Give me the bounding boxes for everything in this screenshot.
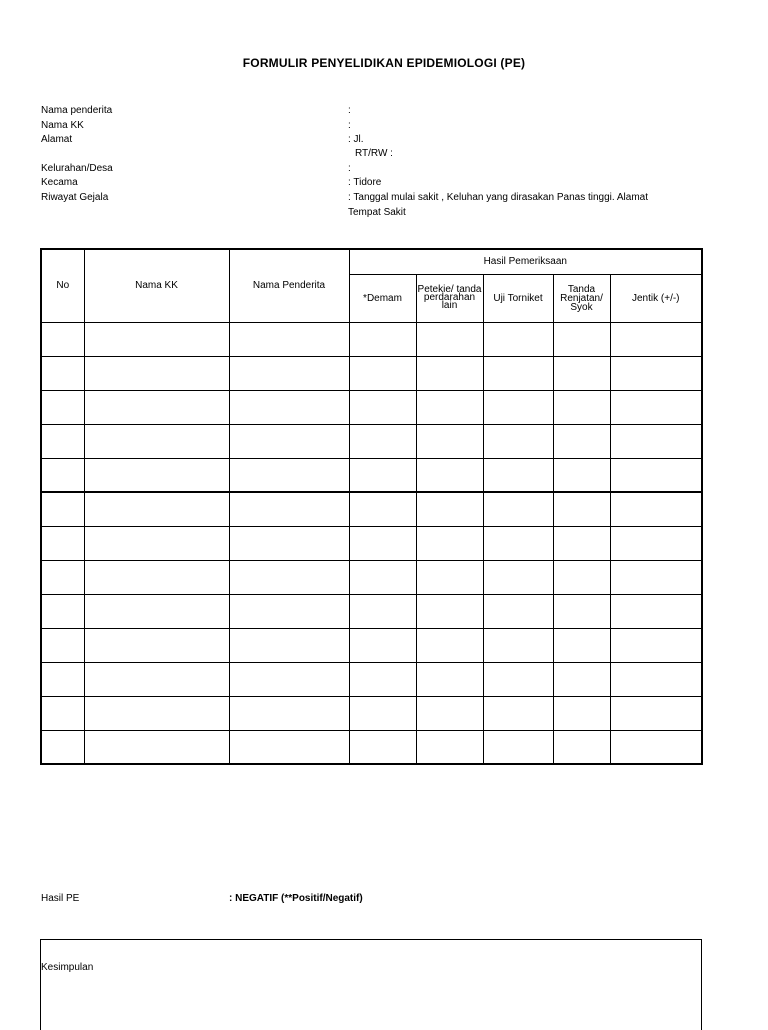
table-cell[interactable] — [349, 560, 416, 594]
header-no: No — [41, 249, 84, 322]
table-row — [41, 696, 702, 730]
table-cell[interactable] — [349, 390, 416, 424]
table-cell[interactable] — [610, 696, 702, 730]
header-nama-kk: Nama KK — [84, 249, 229, 322]
table-cell[interactable] — [84, 662, 229, 696]
table-cell[interactable] — [349, 696, 416, 730]
table-cell[interactable] — [483, 696, 553, 730]
table-cell[interactable] — [416, 526, 483, 560]
table-cell[interactable] — [349, 356, 416, 390]
table-cell[interactable] — [610, 662, 702, 696]
table-cell[interactable] — [84, 730, 229, 764]
table-cell[interactable] — [483, 492, 553, 526]
table-cell[interactable] — [84, 356, 229, 390]
table-cell[interactable] — [610, 390, 702, 424]
header-demam: *Demam — [349, 274, 416, 322]
hasil-pe-label: Hasil PE — [41, 893, 80, 904]
field-value-nama-penderita[interactable]: : — [348, 105, 351, 116]
table-cell[interactable] — [553, 594, 610, 628]
table-cell[interactable] — [553, 560, 610, 594]
table-cell[interactable] — [610, 594, 702, 628]
table-cell[interactable] — [349, 628, 416, 662]
table-cell[interactable] — [84, 322, 229, 356]
table-cell[interactable] — [553, 458, 610, 492]
table-cell[interactable] — [610, 730, 702, 764]
table-cell[interactable] — [610, 526, 702, 560]
table-cell[interactable] — [416, 594, 483, 628]
table-cell[interactable] — [229, 662, 349, 696]
table-cell[interactable] — [349, 662, 416, 696]
table-row — [41, 594, 702, 628]
table-cell[interactable] — [610, 560, 702, 594]
table-row — [41, 628, 702, 662]
table-cell[interactable] — [553, 424, 610, 458]
table-cell[interactable] — [483, 628, 553, 662]
table-cell[interactable] — [229, 458, 349, 492]
table-cell[interactable] — [41, 594, 84, 628]
table-row — [41, 424, 702, 458]
table-cell[interactable] — [610, 458, 702, 492]
table-cell[interactable] — [41, 492, 84, 526]
table-cell[interactable] — [41, 322, 84, 356]
header-tanda-renjatan: Tanda Renjatan/ Syok — [553, 274, 610, 322]
table-cell[interactable] — [553, 696, 610, 730]
field-value-kelurahan[interactable]: : — [348, 163, 351, 174]
table-cell[interactable] — [610, 356, 702, 390]
table-cell[interactable] — [84, 560, 229, 594]
table-cell[interactable] — [610, 322, 702, 356]
field-label-nama-kk: Nama KK — [41, 120, 84, 131]
field-label-alamat: Alamat — [41, 134, 73, 145]
table-cell[interactable] — [84, 696, 229, 730]
table-cell[interactable] — [416, 356, 483, 390]
table-cell[interactable] — [41, 526, 84, 560]
table-cell[interactable] — [84, 424, 229, 458]
table-cell[interactable] — [416, 322, 483, 356]
table-cell[interactable] — [84, 458, 229, 492]
kesimpulan-box[interactable] — [40, 939, 702, 1030]
table-cell[interactable] — [229, 730, 349, 764]
table-cell[interactable] — [483, 662, 553, 696]
table-cell[interactable] — [610, 492, 702, 526]
field-value-rt-rw[interactable]: RT/RW : — [355, 148, 393, 159]
table-cell[interactable] — [41, 458, 84, 492]
field-value-alamat[interactable]: : Jl. — [348, 134, 364, 145]
table-cell[interactable] — [349, 492, 416, 526]
hasil-pe-value[interactable]: : NEGATIF (**Positif/Negatif) — [229, 893, 363, 904]
table-cell[interactable] — [41, 424, 84, 458]
table-row — [41, 322, 702, 356]
kesimpulan-label: Kesimpulan — [41, 962, 94, 973]
table-cell[interactable] — [416, 696, 483, 730]
table-cell[interactable] — [483, 424, 553, 458]
table-cell[interactable] — [229, 492, 349, 526]
table-cell[interactable] — [349, 424, 416, 458]
table-cell[interactable] — [483, 458, 553, 492]
table-row — [41, 356, 702, 390]
table-cell[interactable] — [416, 390, 483, 424]
table-cell[interactable] — [84, 628, 229, 662]
table-cell[interactable] — [349, 458, 416, 492]
table-cell[interactable] — [483, 730, 553, 764]
field-label-kecamatan: Kecama — [41, 177, 78, 188]
table-cell[interactable] — [416, 730, 483, 764]
table-row — [41, 662, 702, 696]
header-hasil-pemeriksaan: Hasil Pemeriksaan — [349, 249, 702, 274]
table-body — [41, 322, 702, 764]
table-cell[interactable] — [553, 662, 610, 696]
table-cell[interactable] — [416, 424, 483, 458]
field-value-riwayat-gejala[interactable]: : Tanggal mulai sakit , Keluhan yang dirasakan Panas tinggi. Alamat Tempat Sakit — [348, 192, 648, 218]
table-cell[interactable] — [41, 390, 84, 424]
table-cell[interactable] — [229, 390, 349, 424]
table-row — [41, 458, 702, 492]
field-value-kecamatan[interactable]: : Tidore — [348, 177, 382, 188]
table-cell[interactable] — [553, 322, 610, 356]
table-cell[interactable] — [416, 458, 483, 492]
table-cell[interactable] — [84, 492, 229, 526]
table-cell[interactable] — [553, 492, 610, 526]
header-uji-torniket: Uji Torniket — [483, 274, 553, 322]
header-nama-penderita: Nama Penderita — [229, 249, 349, 322]
table-cell[interactable] — [41, 560, 84, 594]
table-cell[interactable] — [483, 322, 553, 356]
table-cell[interactable] — [349, 322, 416, 356]
table-cell[interactable] — [610, 628, 702, 662]
table-cell[interactable] — [41, 662, 84, 696]
form-title: FORMULIR PENYELIDIKAN EPIDEMIOLOGI (PE) — [242, 56, 526, 70]
table-cell[interactable] — [483, 526, 553, 560]
table-cell[interactable] — [41, 730, 84, 764]
table-cell[interactable] — [229, 696, 349, 730]
table-cell[interactable] — [553, 390, 610, 424]
field-value-nama-kk[interactable]: : — [348, 120, 351, 131]
table-cell[interactable] — [229, 526, 349, 560]
table-cell[interactable] — [349, 594, 416, 628]
table-row — [41, 730, 702, 764]
table-cell[interactable] — [553, 730, 610, 764]
table-cell[interactable] — [84, 390, 229, 424]
table-cell[interactable] — [229, 628, 349, 662]
table-cell[interactable] — [41, 696, 84, 730]
table-cell[interactable] — [84, 594, 229, 628]
field-label-riwayat-gejala: Riwayat Gejala — [41, 192, 109, 203]
table-cell[interactable] — [84, 526, 229, 560]
table-cell[interactable] — [229, 560, 349, 594]
examination-table — [40, 248, 703, 765]
field-label-kelurahan: Kelurahan/Desa — [41, 163, 113, 174]
table-row — [41, 560, 702, 594]
table-cell[interactable] — [416, 628, 483, 662]
table-cell[interactable] — [553, 526, 610, 560]
table-cell[interactable] — [483, 560, 553, 594]
header-jentik: Jentik (+/-) — [610, 274, 702, 322]
table-cell[interactable] — [229, 594, 349, 628]
table-cell[interactable] — [553, 356, 610, 390]
table-cell[interactable] — [483, 390, 553, 424]
table-cell[interactable] — [416, 560, 483, 594]
field-label-nama-penderita: Nama penderita — [41, 105, 113, 116]
table-row — [41, 390, 702, 424]
table-cell[interactable] — [416, 492, 483, 526]
table-cell[interactable] — [41, 356, 84, 390]
table-cell[interactable] — [416, 662, 483, 696]
header-petekie: Petekie/ tanda perdarahan lain — [416, 274, 483, 322]
table-cell[interactable] — [483, 594, 553, 628]
table-cell[interactable] — [229, 356, 349, 390]
table-cell[interactable] — [483, 356, 553, 390]
table-cell[interactable] — [41, 628, 84, 662]
table-row — [41, 492, 702, 526]
table-cell[interactable] — [349, 526, 416, 560]
table-cell[interactable] — [229, 322, 349, 356]
table-cell[interactable] — [553, 628, 610, 662]
table-cell[interactable] — [349, 730, 416, 764]
table-cell[interactable] — [610, 424, 702, 458]
table-row — [41, 526, 702, 560]
table-cell[interactable] — [229, 424, 349, 458]
